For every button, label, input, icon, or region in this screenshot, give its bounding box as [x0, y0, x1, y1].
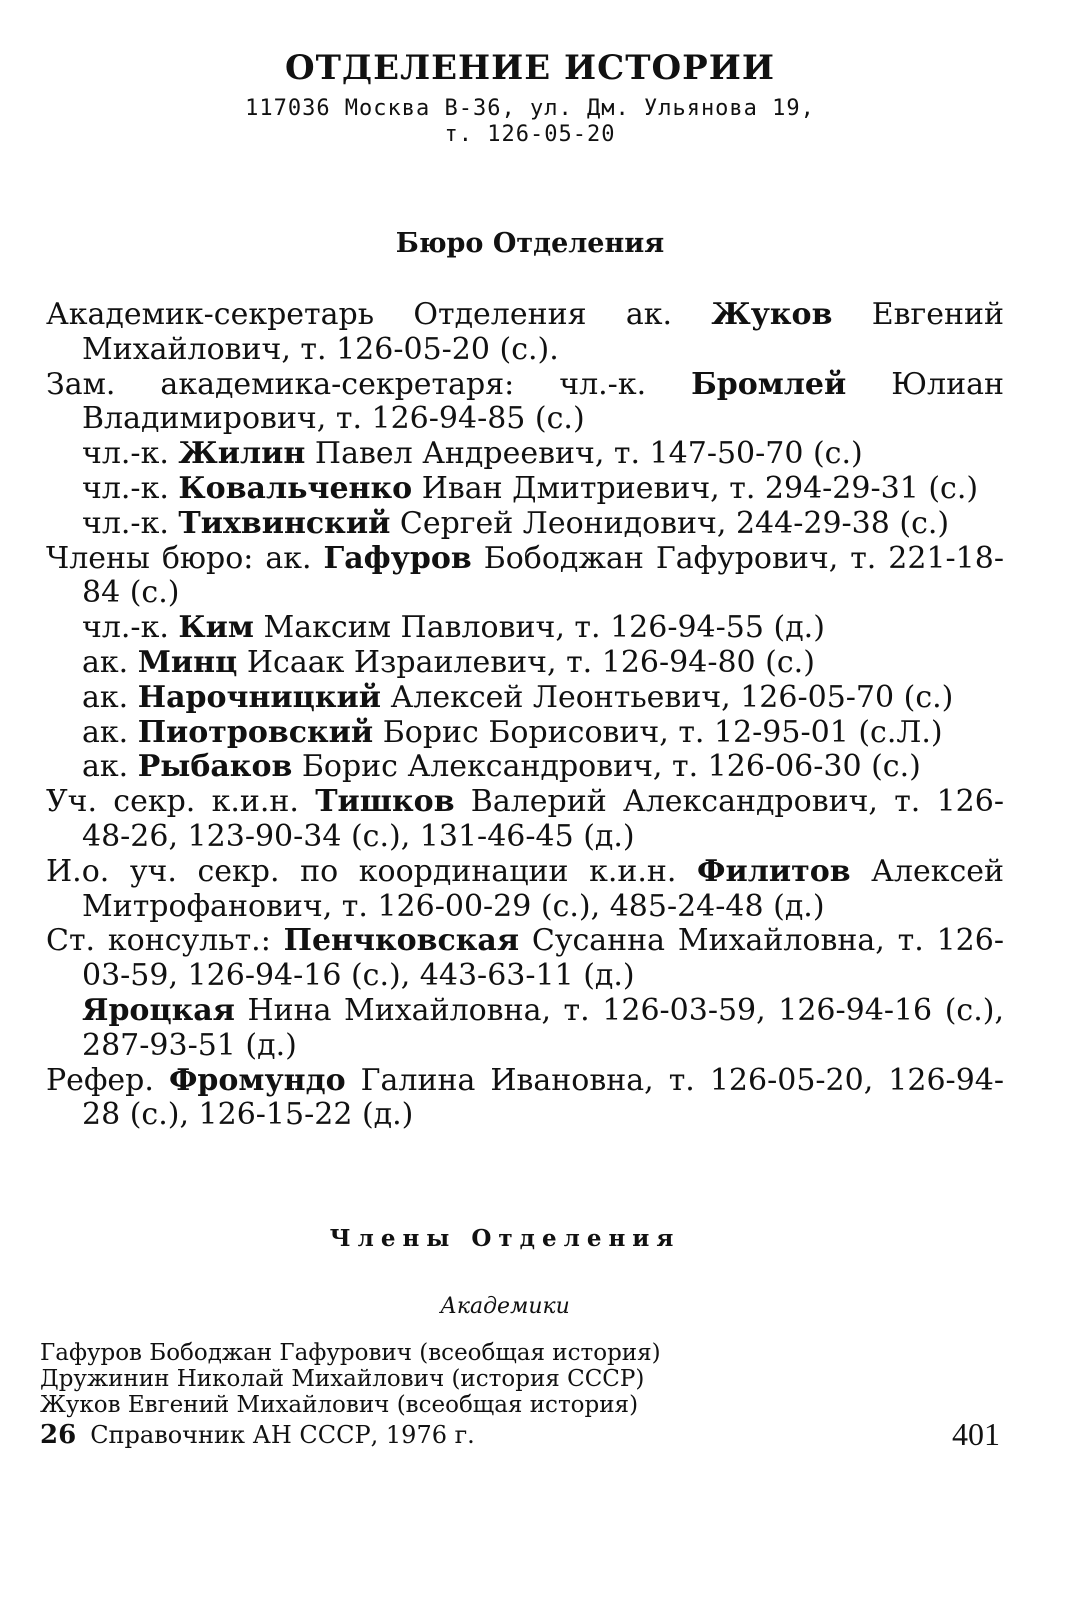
bureau-entry [46, 298, 1004, 368]
entry-details: Валерий Александрович, т. 126-48-26, 123-90-34 (с.), 131-46-45 (д.) [82, 784, 1004, 854]
entry-role: ак. [82, 714, 138, 750]
entry-details: Алексей Митрофанович, т. 126-00-29 (с.), 485-24-48 (д.) [82, 853, 1004, 924]
entry-role: ак. [82, 749, 138, 785]
department-title: ОТДЕЛЕНИЕ ИСТОРИИ [285, 48, 775, 88]
entry-surname: Фромундо [168, 1062, 346, 1098]
entry-role: Уч. секр. к.и.н. [46, 784, 316, 820]
academicians-subheading: Академики [440, 1294, 570, 1319]
entry-surname: Жуков [711, 297, 833, 332]
address-phone: т. 126-05-20 [444, 122, 616, 147]
academicians-list [40, 1340, 1000, 1418]
entry-role: Ст. консульт.: [46, 923, 284, 959]
entry-surname: Ковальченко [178, 470, 413, 506]
entry-details: Бободжан Гафурович, т. 221-18-84 (с.) [82, 540, 1004, 611]
entry-details: Павел Андреевич, т. 147-50-70 (с.) [305, 436, 863, 472]
entry-role: И.о. уч. секр. по координации к.и.н. [46, 853, 698, 889]
entry-surname: Пиотровский [137, 714, 374, 750]
bureau-entry [46, 542, 1004, 612]
entry-role: ак. [82, 644, 138, 680]
academician-item: Дружинин Николай Михайлович (история СССР) [40, 1366, 645, 1392]
page-footer [40, 1416, 1000, 1460]
entry-role: Рефер. [46, 1062, 169, 1098]
entry-details: Евгений Михайлович, т. 126-05-20 (с.). [82, 297, 1004, 367]
bureau-entry [46, 750, 1004, 785]
academician-item: Жуков Евгений Михайлович (всеобщая история) [40, 1392, 639, 1418]
entry-role: чл.-к. [82, 470, 179, 506]
bureau-heading: Бюро Отделения [395, 228, 665, 259]
bureau-entry [46, 785, 1004, 855]
source-reference: Справочник АН СССР, 1976 г. [90, 1421, 475, 1449]
entry-details: Максим Павлович, т. 126-94-55 (д.) [254, 610, 825, 646]
bureau-entry [46, 472, 1004, 507]
page-number: 401 [952, 1416, 1000, 1452]
entry-surname: Пенчковская [283, 923, 520, 959]
entry-role: чл.-к. [82, 505, 179, 541]
address-line: 117036 Москва В-36, ул. Дм. Ульянова 19, [245, 96, 815, 121]
bureau-entry [46, 1064, 1004, 1134]
bureau-entry [46, 994, 1004, 1064]
bureau-entry [46, 681, 1004, 716]
department-address [0, 96, 1060, 148]
entry-details: Сергей Леонидович, 244-29-38 (с.) [390, 505, 950, 541]
bureau-entry [46, 437, 1004, 472]
entry-surname: Ким [178, 610, 254, 646]
entry-surname: Тихвинский [178, 505, 391, 541]
entry-role: Зам. академика-секретаря: чл.-к. [46, 366, 692, 402]
entry-surname: Минц [137, 644, 238, 680]
entry-surname: Тишков [315, 784, 455, 820]
entry-details: Борис Александрович, т. 126-06-30 (с.) [292, 749, 921, 785]
entry-details: Исаак Израилевич, т. 126-94-80 (с.) [237, 644, 815, 680]
bureau-list [46, 298, 1004, 1133]
entry-surname: Нарочницкий [137, 679, 381, 715]
entry-surname: Бромлей [691, 366, 847, 402]
signature-number: 26 [40, 1420, 77, 1450]
entry-details: Борис Борисович, т. 12-95-01 (с.Л.) [373, 714, 943, 750]
entry-role: чл.-к. [82, 436, 179, 472]
academician-item: Гафуров Бободжан Гафурович (всеобщая история) [40, 1340, 661, 1366]
entry-surname: Гафуров [323, 540, 472, 576]
bureau-entry [46, 924, 1004, 994]
entry-details: Алексей Леонтьевич, 126-05-70 (с.) [381, 679, 954, 715]
bureau-entry [46, 646, 1004, 681]
entry-role: чл.-к. [82, 610, 179, 646]
bureau-entry [46, 716, 1004, 751]
bureau-entry [46, 368, 1004, 438]
entry-role: Члены бюро: ак. [46, 540, 324, 576]
entry-details: Сусанна Михайловна, т. 126-03-59, 126-94-16 (с.), 443-63-11 (д.) [82, 923, 1004, 994]
entry-role: ак. [82, 679, 138, 715]
bureau-entry [46, 855, 1004, 925]
bureau-entry [46, 507, 1004, 542]
entry-surname: Жилин [178, 436, 306, 472]
entry-surname: Яроцкая [82, 992, 235, 1028]
bureau-entry [46, 611, 1004, 646]
entry-role: Академик-секретарь Отделения ак. [46, 297, 712, 332]
entry-surname: Рыбаков [137, 749, 293, 785]
entry-details: Галина Ивановна, т. 126-05-20, 126-94-28 (с.), 126-15-22 (д.) [82, 1062, 1004, 1133]
entry-details: Иван Дмитриевич, т. 294-29-31 (с.) [412, 470, 979, 506]
members-heading: Члены Отделения [329, 1225, 681, 1252]
entry-surname: Филитов [697, 853, 851, 889]
entry-details: Юлиан Владимирович, т. 126-94-85 (с.) [82, 366, 1004, 437]
entry-details: Нина Михайловна, т. 126-03-59, 126-94-16 (с.), 287-93-51 (д.) [82, 992, 1004, 1063]
